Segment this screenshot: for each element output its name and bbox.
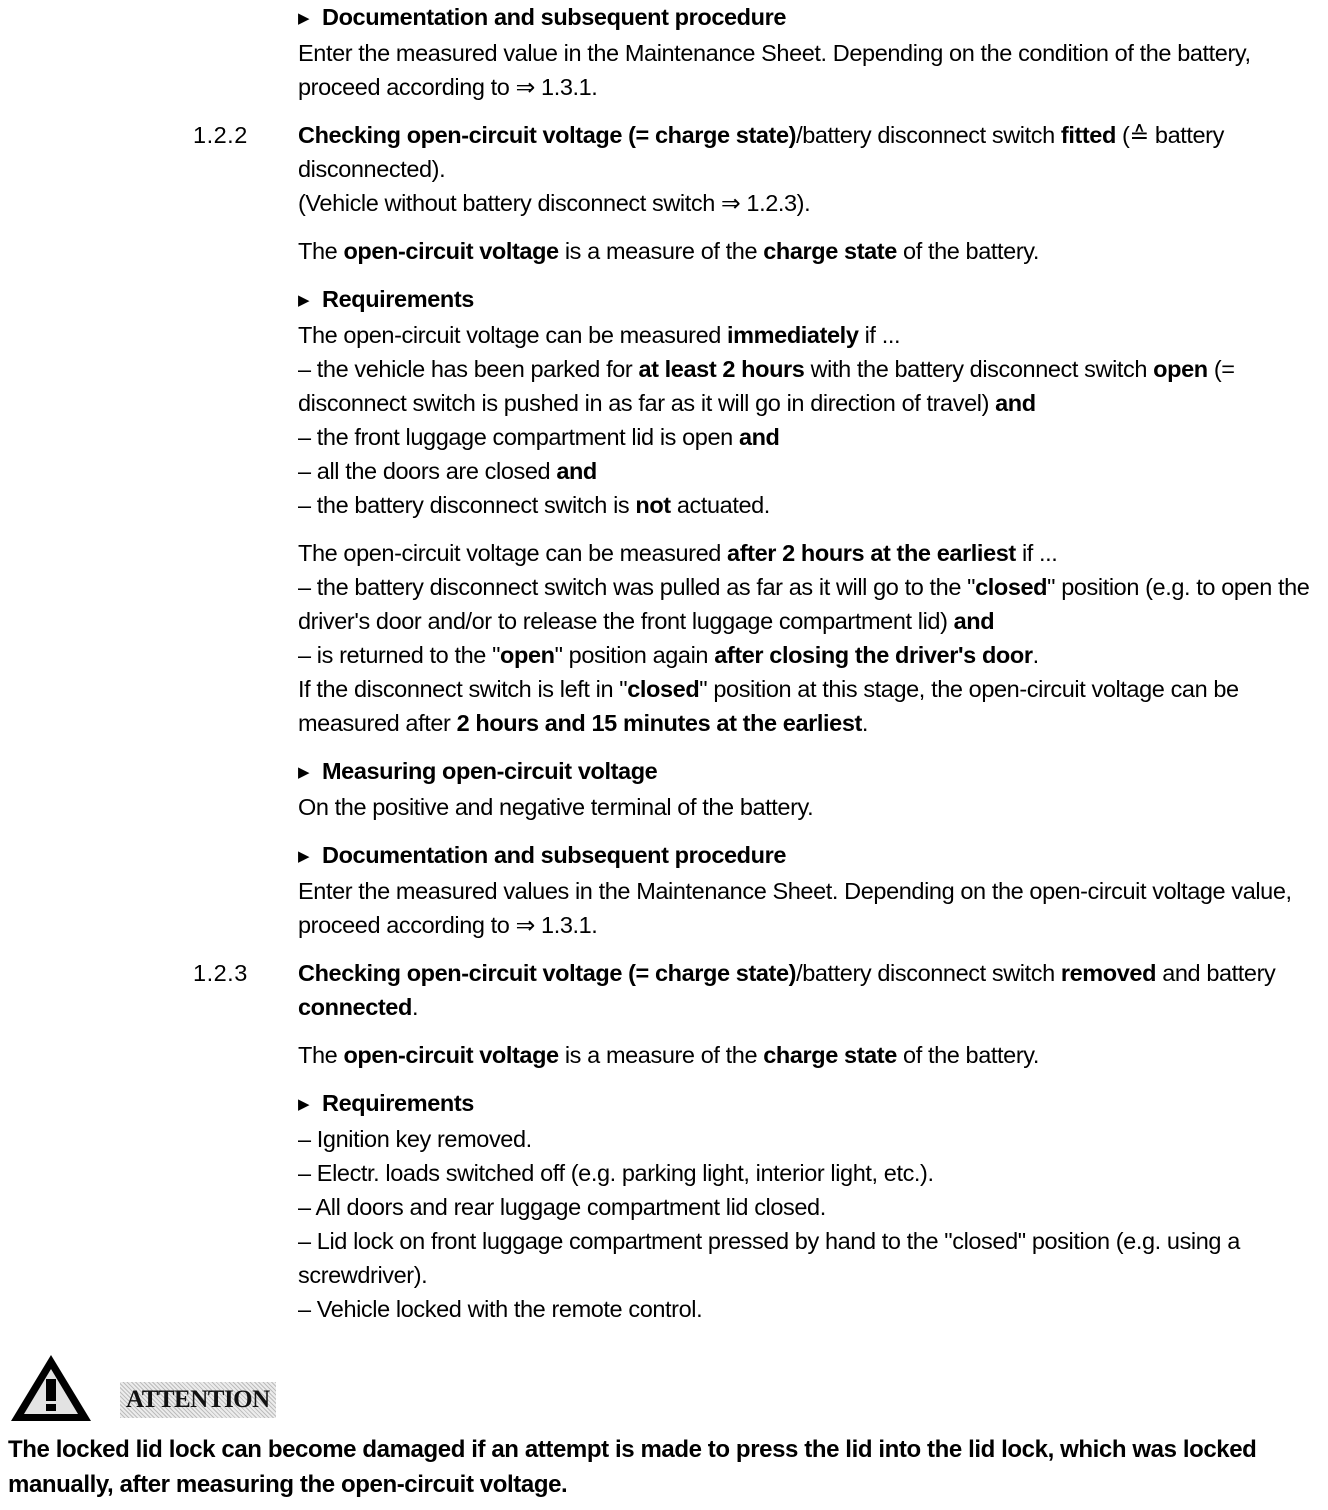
section-1-2-3 [193, 956, 1310, 1326]
paragraph: On the positive and negative terminal of the battery. [298, 794, 814, 820]
list-item: – Ignition key removed. [298, 1126, 532, 1152]
list-item: – the battery disconnect switch is not actuated. [298, 492, 770, 518]
list-item: – the vehicle has been parked for at least 2 hours with the battery disconnect switch open (= disconnect switch is pushed in as far as it will go in direction of travel) and [298, 356, 1235, 416]
triangle-right-icon: ▶ [298, 292, 310, 309]
documentation-block [298, 838, 1310, 942]
top-doc-block [298, 0, 1310, 104]
section-title: Checking open-circuit voltage (= charge state)/battery disconnect switch removed and battery connected. [298, 960, 1276, 1020]
paragraph: The open-circuit voltage can be measured after 2 hours at the earliest if ... [298, 540, 1058, 566]
list-item: – all the doors are closed and [298, 458, 597, 484]
section-title: Checking open-circuit voltage (= charge state)/battery disconnect switch fitted (≙ battery disconnected). (Vehicle without battery disconnect switch ⇒ 1.2.3). [298, 122, 1224, 216]
triangle-right-icon: ▶ [298, 10, 310, 27]
triangle-right-icon: ▶ [298, 764, 310, 781]
list-item: – the battery disconnect switch was pulled as far as it will go to the "closed" position (e.g. to open the driver's door and/or to release the front luggage compartment lid) and [298, 574, 1310, 634]
section-number: 1.2.3 [193, 960, 248, 986]
section-heading: ▶ Measuring open-circuit voltage [298, 754, 1310, 790]
paragraph: Enter the measured value in the Maintenance Sheet. Depending on the condition of the battery, proceed according to ⇒ 1.3.1. [298, 40, 1251, 100]
section-1-2-2 [193, 118, 1310, 942]
measuring-block [298, 754, 1310, 824]
intro-paragraph: The open-circuit voltage is a measure of the charge state of the battery. [298, 238, 1039, 264]
requirements-later-block [298, 536, 1310, 740]
paragraph: Enter the measured values in the Maintenance Sheet. Depending on the open-circuit voltage value, proceed according to ⇒ 1.3.1. [298, 878, 1292, 938]
requirements-block [298, 1086, 1310, 1326]
triangle-right-icon: ▶ [298, 1096, 310, 1113]
list-item: – the front luggage compartment lid is open and [298, 424, 780, 450]
list-item: – Electr. loads switched off (e.g. parking light, interior light, etc.). [298, 1160, 934, 1186]
list-item: – Vehicle locked with the remote control. [298, 1296, 703, 1322]
list-item: – All doors and rear luggage compartment lid closed. [298, 1194, 826, 1220]
section-note: (Vehicle without battery disconnect switch ⇒ 1.2.3). [298, 190, 811, 216]
document-body [193, 0, 1310, 1340]
section-heading: ▶ Documentation and subsequent procedure [298, 0, 1310, 36]
list-item: – Lid lock on front luggage compartment pressed by hand to the "closed" position (e.g. using a screwdriver). [298, 1228, 1240, 1288]
requirements-block [298, 282, 1310, 522]
attention-label: ATTENTION [120, 1382, 276, 1418]
paragraph: If the disconnect switch is left in "closed" position at this stage, the open-circuit voltage can be measured after 2 hours and 15 minutes at the earliest. [298, 676, 1239, 736]
warning-triangle-icon [8, 1352, 94, 1424]
section-heading: ▶ Documentation and subsequent procedure [298, 838, 1310, 874]
triangle-right-icon: ▶ [298, 848, 310, 865]
intro-paragraph: The open-circuit voltage is a measure of the charge state of the battery. [298, 1042, 1039, 1068]
section-heading: ▶ Requirements [298, 1086, 1310, 1122]
section-heading: ▶ Requirements [298, 282, 1310, 318]
list-item: – is returned to the "open" position again after closing the driver's door. [298, 642, 1039, 668]
paragraph: The open-circuit voltage can be measured immediately if ... [298, 322, 901, 348]
section-number: 1.2.2 [193, 122, 248, 148]
attention-text: The locked lid lock can become damaged if an attempt is made to press the lid into the lid lock, which was locked manually, after measuring the open-circuit voltage. [8, 1436, 1257, 1498]
